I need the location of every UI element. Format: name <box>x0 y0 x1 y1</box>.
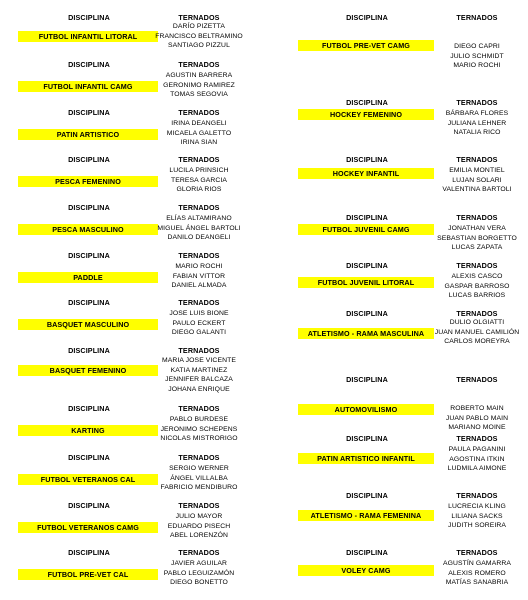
discipline-label: FUTBOL INFANTIL CAMG <box>18 81 158 92</box>
nominee-name: SEBASTIAN BORGETTO <box>437 234 517 242</box>
nominee-name: JERONIMO SCHEPENS <box>160 425 238 433</box>
nominee-list <box>169 166 228 195</box>
ternados-header: TERNADOS <box>456 13 498 22</box>
nominee-name: MARIO ROCHI <box>453 62 501 69</box>
nominee-name: ROBERTO MAIN <box>450 405 504 412</box>
nominee-list <box>448 502 506 531</box>
nominee-name: JENNIFER BALCAZA <box>165 376 233 383</box>
nominee-name: TOMAS SEGOVIA <box>170 91 228 98</box>
nominee-list <box>155 22 243 51</box>
disciplina-header: DISCIPLINA <box>346 491 388 500</box>
nominee-name: AGUSTÍN GAMARRA <box>443 560 511 567</box>
nominee-name: LUCAS ZAPATA <box>451 244 503 251</box>
disciplina-header: DISCIPLINA <box>68 501 110 510</box>
disciplina-header: DISCIPLINA <box>346 213 388 222</box>
discipline-label: VOLEY CAMG <box>298 565 434 576</box>
disciplina-header: DISCIPLINA <box>68 346 110 355</box>
ternados-header: TERNADOS <box>456 375 498 384</box>
nominee-list <box>157 214 240 243</box>
discipline-label: FUTBOL VETERANOS CAMG <box>18 522 158 533</box>
ternados-header: TERNADOS <box>178 298 220 307</box>
nominee-name: GASPAR BARROSO <box>444 282 510 290</box>
disciplina-header: DISCIPLINA <box>68 404 110 413</box>
ternados-header: TERNADOS <box>456 491 498 500</box>
disciplina-header: DISCIPLINA <box>68 251 110 260</box>
nominee-name: JONATHAN VERA <box>448 225 506 232</box>
nominee-list <box>442 166 511 195</box>
discipline-label: ATLETISMO - RAMA MASCULINA <box>298 328 434 339</box>
ternados-header: TERNADOS <box>178 60 220 69</box>
nominee-name: JULIANA LEHNER <box>447 119 507 127</box>
nominee-list <box>162 356 236 394</box>
disciplina-header: DISCIPLINA <box>346 98 388 107</box>
nominee-name: DARÍO PIZETTA <box>172 23 226 30</box>
nominee-name: MARIANO MOINE <box>448 424 506 431</box>
discipline-label: PESCA MASCULINO <box>18 224 158 235</box>
nominee-list <box>164 559 235 588</box>
nominee-name: JAVIER AGUILAR <box>170 560 228 567</box>
disciplina-header: DISCIPLINA <box>346 375 388 384</box>
discipline-label: BASQUET FEMENINO <box>18 365 158 376</box>
nominee-name: LUJAN SOLARI <box>452 176 502 184</box>
disciplina-header: DISCIPLINA <box>68 548 110 557</box>
nominee-name: DANILO DEANGELI <box>167 234 231 241</box>
nominee-name: JOHANA ENRIQUE <box>168 385 230 393</box>
nominee-name: NICOLAS MISTRORIGO <box>160 435 238 442</box>
nominee-name: JUDITH SOREIRA <box>447 522 507 529</box>
ternados-header: TERNADOS <box>456 261 498 270</box>
ternados-header: TERNADOS <box>178 155 220 164</box>
nominee-name: MIGUEL ÁNGEL BARTOLI <box>157 224 241 232</box>
nominee-list <box>443 559 511 588</box>
ternados-header: TERNADOS <box>178 548 220 557</box>
nominee-name: ELÍAS ALTAMIRANO <box>166 215 232 222</box>
discipline-label: FUTBOL JUVENIL LITORAL <box>298 277 434 288</box>
nominee-name: JUAN MANUEL CAMILIÓN <box>434 328 520 336</box>
discipline-label: FUTBOL JUVENIL CAMG <box>298 224 434 235</box>
disciplina-header: DISCIPLINA <box>346 155 388 164</box>
nominee-name: SANTIAGO PIZZUL <box>168 42 230 49</box>
discipline-label: PADDLE <box>18 272 158 283</box>
nominee-name: GLORIA RIOS <box>176 186 222 193</box>
disciplina-header: DISCIPLINA <box>68 108 110 117</box>
nominee-name: JULIO SCHMIDT <box>450 52 504 60</box>
nominee-name: JULIO MAYOR <box>175 513 223 520</box>
nominee-name: FRANCISCO BELTRAMINO <box>155 32 243 40</box>
nominee-name: LUCILA PRINSICH <box>169 167 229 174</box>
nominee-name: JOSE LUIS BIONE <box>169 310 229 317</box>
nominee-name: ALEXIS ROMERO <box>448 569 506 577</box>
nominee-list <box>446 109 509 138</box>
ternados-header: TERNADOS <box>456 309 498 318</box>
ternados-header: TERNADOS <box>178 251 220 260</box>
ternados-header: TERNADOS <box>178 453 220 462</box>
ternados-header: TERNADOS <box>178 203 220 212</box>
disciplina-header: DISCIPLINA <box>346 309 388 318</box>
discipline-label: PATIN ARTISTICO <box>18 129 158 140</box>
nominee-name: KATIA MARTINEZ <box>170 366 228 374</box>
nominee-name: IRINA DEANGELI <box>171 120 227 127</box>
discipline-label: FUTBOL PRE-VET CAMG <box>298 40 434 51</box>
nominee-name: MARIO ROCHI <box>175 263 223 270</box>
ternados-header: TERNADOS <box>178 501 220 510</box>
nominee-name: FABRICIO MENDIBURO <box>160 484 238 491</box>
ternados-header: TERNADOS <box>456 155 498 164</box>
discipline-label: AUTOMOVILISMO <box>298 404 434 415</box>
disciplina-header: DISCIPLINA <box>68 453 110 462</box>
discipline-label: FUTBOL VETERANOS CAL <box>18 474 158 485</box>
nominee-list <box>446 404 508 433</box>
disciplina-header: DISCIPLINA <box>68 60 110 69</box>
nominee-name: GERONIMO RAMIREZ <box>163 81 235 89</box>
ternados-header: TERNADOS <box>456 548 498 557</box>
nominee-name: PABLO BURDESE <box>169 416 229 423</box>
nominee-name: MARIA JOSE VICENTE <box>162 357 236 364</box>
nominee-name: DULIO OLGIATTI <box>449 319 505 326</box>
disciplina-header: DISCIPLINA <box>346 434 388 443</box>
discipline-label: PATIN ARTISTICO INFANTIL <box>298 453 434 464</box>
nominee-name: MICAELA GALETTO <box>166 129 232 137</box>
nominee-list <box>168 512 231 541</box>
discipline-label: HOCKEY FEMENINO <box>298 109 434 120</box>
nominee-name: PAULA PAGANINI <box>448 446 506 453</box>
discipline-label: FUTBOL PRE-VET CAL <box>18 569 158 580</box>
discipline-label: PESCA FEMENINO <box>18 176 158 187</box>
discipline-label: KARTING <box>18 425 158 436</box>
nominee-name: LUCAS BARRIOS <box>448 292 506 299</box>
nominee-name: LUCRECIA KLING <box>448 503 506 510</box>
nominee-list <box>448 445 507 474</box>
nominee-list <box>444 272 509 301</box>
ternados-header: TERNADOS <box>456 213 498 222</box>
nominee-name: FABIAN VITTOR <box>172 272 226 280</box>
nominee-name: EMILIA MONTIEL <box>449 167 505 174</box>
nominee-name: AGOSTINA ITKIN <box>449 455 505 463</box>
disciplina-header: DISCIPLINA <box>68 203 110 212</box>
nominee-list <box>437 224 517 253</box>
discipline-label: BASQUET MASCULINO <box>18 319 158 330</box>
nominee-name: LILIANA SACKS <box>451 512 503 520</box>
ternados-header: TERNADOS <box>178 404 220 413</box>
disciplina-header: DISCIPLINA <box>346 261 388 270</box>
nominee-name: JUAN PABLO MAIN <box>445 414 509 422</box>
ternados-header: TERNADOS <box>178 346 220 355</box>
discipline-label: HOCKEY INFANTIL <box>298 168 434 179</box>
discipline-label: ATLETISMO - RAMA FEMENINA <box>298 510 434 521</box>
nominee-list <box>167 119 231 148</box>
nominee-list <box>450 42 503 71</box>
nominee-list <box>160 415 237 444</box>
disciplina-header: DISCIPLINA <box>68 13 110 22</box>
nominee-name: ALEXIS CASCO <box>451 273 503 280</box>
nominee-name: LUDMILA AIMONE <box>447 465 507 472</box>
ternados-header: TERNADOS <box>456 434 498 443</box>
nominee-name: TERESA GARCIA <box>170 176 228 184</box>
nominee-name: DIEGO BONETTO <box>170 579 228 586</box>
nominee-name: EDUARDO PISECH <box>167 522 231 530</box>
ternados-header: TERNADOS <box>456 98 498 107</box>
ternados-header: TERNADOS <box>178 108 220 117</box>
nominee-list <box>435 318 519 347</box>
nominee-name: PABLO LEGUIZAMÓN <box>163 569 235 577</box>
nominee-name: ABEL LORENZÓN <box>169 532 229 539</box>
nominee-name: VALENTINA BARTOLI <box>442 186 512 193</box>
disciplina-header: DISCIPLINA <box>68 298 110 307</box>
nominee-name: MATÍAS SANABRIA <box>445 579 509 586</box>
nominee-list <box>169 309 228 338</box>
nominee-name: DIEGO CAPRI <box>454 43 500 50</box>
nominee-name: BÁRBARA FLORES <box>445 110 509 117</box>
nominee-list <box>161 464 238 493</box>
nominee-name: SERGIO WERNER <box>169 465 229 472</box>
nominee-list <box>171 262 226 291</box>
nominee-name: IRINA SIAN <box>180 139 218 146</box>
nominee-list <box>163 71 235 100</box>
disciplina-header: DISCIPLINA <box>346 13 388 22</box>
nominee-name: PAULO ECKERT <box>172 319 226 327</box>
disciplina-header: DISCIPLINA <box>346 548 388 557</box>
disciplina-header: DISCIPLINA <box>68 155 110 164</box>
nominee-name: DANIEL ALMADA <box>171 282 227 289</box>
nominee-name: CARLOS MOREYRA <box>444 338 510 345</box>
nominee-name: NATALIA RICO <box>453 129 501 136</box>
nominee-name: DIEGO GALANTI <box>171 329 227 336</box>
discipline-label: FUTBOL INFANTIL LITORAL <box>18 31 158 42</box>
nominee-name: ÁNGEL VILLALBA <box>170 474 228 482</box>
nominee-name: AGUSTIN BARRERA <box>165 72 233 79</box>
ternados-header: TERNADOS <box>178 13 220 22</box>
